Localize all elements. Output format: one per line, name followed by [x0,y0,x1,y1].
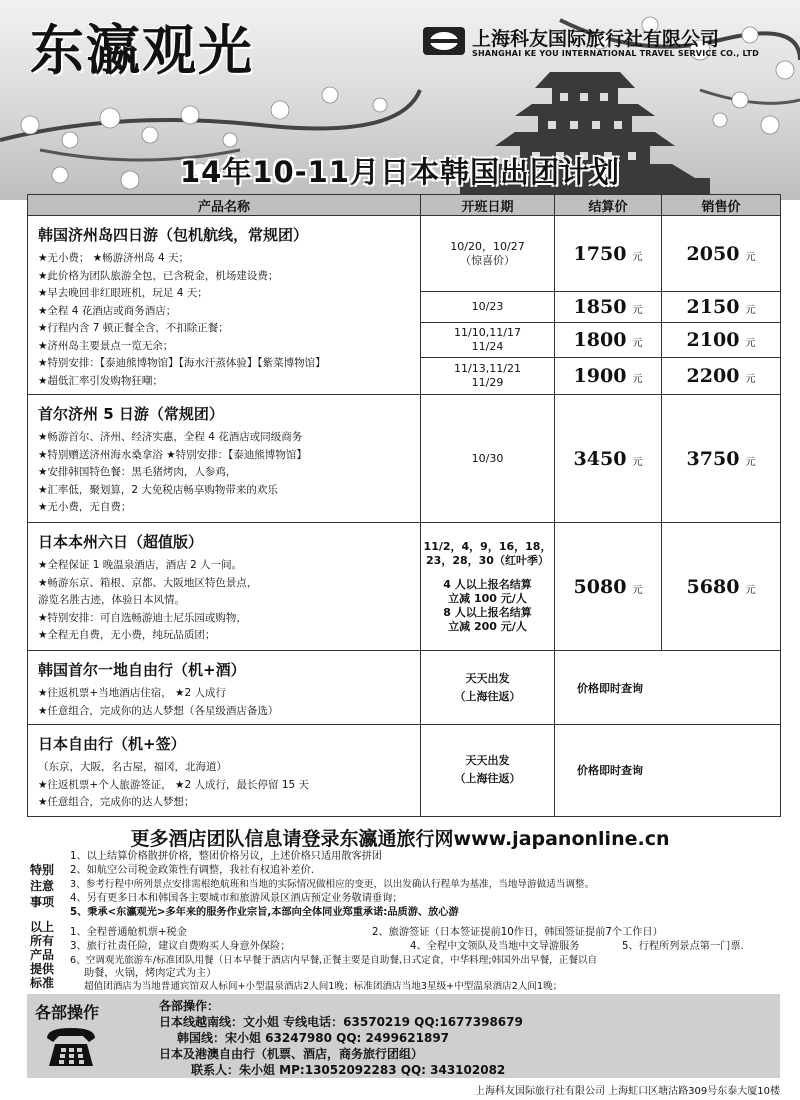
product-feature: ★无小费； ★畅游济州岛 4 天； [38,252,190,264]
table-row [28,523,781,651]
date-line: （上海往返） [454,772,521,786]
date-line: 11/29 [471,375,504,389]
price-unit: 元 [745,456,756,468]
table-row [28,651,781,725]
notes-section [30,848,790,990]
header-sale-price: 销售价 [662,195,781,216]
table-header-row [28,195,781,216]
sale-price: 2150 [686,296,740,319]
date-line: （惊喜价） [460,253,515,267]
brand-title: 东瀛观光 [30,19,254,82]
price-unit: 元 [632,251,643,263]
header-product: 产品名称 [28,195,421,216]
product-feature: ★无小费，无自费； [38,501,132,513]
settle-price: 5080 [573,575,627,598]
product-feature: ★往返机票+当地酒店住宿， ★2 人成行 [38,687,226,699]
discount-line: 4 人以上报名结算 [443,577,532,591]
header-settle-price: 结算价 [555,195,662,216]
date-cell [421,216,555,292]
price-unit: 元 [632,456,643,468]
product-feature: ★济州岛主要景点一览无余； [38,339,174,352]
product-feature: ★早去晚回非红眼班机，玩足 4 天； [38,287,208,299]
standard-item: 6、空调观光旅游车/标准团队用餐（日本早餐于酒店内早餐,正餐主要是自助餐,日式定食，中华料理;韩国外出早餐，正餐以自 [70,955,598,966]
product-feature: ★往返机票+个人旅游签证， ★2 人成行，最长停留 15 天 [38,778,310,791]
notes-label-line: 提供 [30,962,55,976]
telephone-icon [43,1024,99,1070]
standard-item: 4、全程中文领队及当地中文导游服务 [410,941,580,952]
note-item: 1、以上结算价格散拼价格，整团价格另议，上述价格只适用散客拼团 [70,851,383,862]
settle-price-cell [555,216,662,292]
note-item: 2、如航空公司税金政策性有调整，我社有权追补差价. [70,865,315,876]
date-line: 天天出发 [465,754,510,768]
table-row [28,216,781,292]
price-unit: 元 [745,251,756,263]
settle-price-cell [555,523,662,651]
sale-price-cell [662,292,781,323]
date-line: （上海往返） [454,689,521,703]
sale-price-cell [662,357,781,394]
standard-item: 5、行程所列景点第一门票. [622,941,744,952]
company-block [422,24,792,64]
notes-label-standard [30,920,54,990]
date-line [421,568,554,578]
product-feature: ★超低汇率引发购物狂嘲； [38,374,163,387]
product-title: 日本自由行（机+签） [38,735,186,753]
settle-price-cell [555,322,662,357]
price-unit: 元 [745,584,756,596]
price-query: 价格即时查询 [577,681,643,695]
discount-line: 立减 100 元/人 [448,591,527,605]
product-cell [28,523,421,651]
discount-line: 8 人以上报名结算 [443,605,532,619]
product-feature: ★特别安排：可自选畅游迪士尼乐园或购物， [38,611,247,624]
price-query: 价格即时查询 [577,764,643,778]
standard-item: 2、旅游签证（日本签证提前10作日，韩国签证提前7个工作日） [372,927,663,938]
notes-label-line: 所有 [30,934,55,948]
date-cell [421,322,555,357]
product-feature: ★畅游首尔、济州、经济实惠，全程 4 花酒店或同级商务 [38,431,303,443]
price-unit: 元 [745,373,756,385]
date-line: 11/13,11/21 [454,361,521,375]
standard-item: 助餐，火锅，烤肉定式为主） [84,968,217,979]
product-cell [28,651,421,725]
date-cell [421,357,555,394]
product-feature: ★任意组合，完成你的达人梦想； [38,796,195,808]
product-feature: ★全程保证 1 晚温泉酒店，酒店 2 人一间。 [38,559,243,571]
contact-line: 联系人：朱小姐 MP:13052092283 QQ: 343102082 [191,1063,506,1077]
sale-price: 5680 [686,575,740,598]
product-cell [28,216,421,395]
settle-price: 1800 [573,328,627,351]
notes-label-line: 产品 [30,948,55,962]
product-feature: ★此价格为团队旅游全包，已含税金，机场建设费； [38,269,279,282]
price-unit: 元 [632,373,643,385]
tour-plan-table [27,194,781,817]
note-item: 3、参考行程中所列景点安排需根绝航班和当地的实际情况做相应的变更，以出发确认行程单为基准，当地导游做适当调整。 [70,879,595,890]
sale-price-cell [662,322,781,357]
company-name-cn: 上海科友国际旅行社有限公司 [472,28,720,50]
company-logo-icon [422,26,466,56]
product-feature: ★汇率低，聚划算，2 大免税店畅享购物带来的欢乐 [38,483,278,496]
product-feature: ★畅游东京、箱根、京都、大阪地区特色景点， [38,576,258,589]
settle-price-cell [555,395,662,523]
date-cell [421,725,555,817]
price-query-cell [555,651,781,725]
sale-price: 2100 [686,328,740,351]
date-line: 11/10,11/17 [454,325,521,339]
price-unit: 元 [632,337,643,349]
settle-price: 3450 [573,447,627,470]
date-line: 23，28，30（红叶季） [426,553,549,567]
date-cell [421,292,555,323]
price-query-cell [555,725,781,817]
sale-price: 2050 [686,242,740,265]
sale-price: 2200 [686,364,740,387]
contact-title: 各部操作 [35,1003,100,1022]
date-line: 11/2，4，9，16，18， [423,539,552,553]
table-row [28,395,781,523]
sale-price-cell [662,395,781,523]
header-banner [0,0,800,200]
product-feature: 游览名胜古迹，体验日本风情。 [38,594,185,606]
settle-price: 1850 [573,296,627,319]
date-line: 11/24 [471,339,504,353]
product-feature: ★行程内含 7 顿正餐全含，不扣除正餐； [38,322,229,334]
standard-item: 3、旅行社责任险，建议自费购买人身意外保险； [70,941,291,952]
date-cell [421,651,555,725]
product-feature: ★任意组合，完成你的达人梦想（各星级酒店备选） [38,704,279,717]
date-cell [421,395,555,523]
product-title: 韩国济州岛四日游（包机航线，常规团） [38,226,309,244]
product-title: 韩国首尔一地自由行（机+酒） [38,661,246,679]
settle-price: 1750 [573,242,627,265]
settle-price: 1900 [573,364,627,387]
settle-price-cell [555,357,662,394]
note-item: 5、秉承<东瀛观光>多年来的服务作业宗旨,本部向全体同业郑重承诺:品质游、放心游 [70,907,459,918]
notes-label-special [30,862,54,910]
price-unit: 元 [745,337,756,349]
notes-label-line: 以上 [30,920,55,934]
product-feature: ★特别安排：【泰迪熊博物馆】【海水汗蒸体验】【紫菜博物馆】 [38,357,326,369]
product-feature: ★全程 4 花酒店或商务酒店； [38,304,177,317]
contact-panel [27,994,780,1078]
product-cell [28,395,421,523]
note-item: 4、另有更多日本和韩国各主要城市和旅游风景区酒店预定业务敬请垂询； [70,893,403,904]
page-subtitle: 14年10-11月日本韩国出团计划 [179,155,621,189]
price-unit: 元 [745,305,756,317]
sale-price-cell [662,523,781,651]
product-feature: ★全程无自费，无小费，纯玩品质团； [38,629,216,641]
footer-address: 上海科友国际旅行社有限公司 上海虹口区塘沽路309号东泰大厦10楼 [475,1086,780,1097]
price-unit: 元 [632,305,643,317]
date-line: 10/23 [471,300,504,314]
table-row [28,725,781,817]
discount-line: 立减 200 元/人 [448,619,527,633]
product-title: 首尔济州 5 日游（常规团） [38,405,224,423]
contact-line: 日本线越南线：文小姐 专线电话：63570219 QQ:1677398679 [159,1015,523,1029]
header-date: 开班日期 [421,195,555,216]
date-line: 10/30 [471,451,504,465]
sale-price-cell [662,216,781,292]
price-unit: 元 [632,584,643,596]
date-cell [421,523,555,651]
standard-item: 1、全程普通舱机票+税金 [70,927,187,938]
product-feature: （东京，大阪，名古屋，福冈，北海道） [38,761,227,773]
date-line: 10/20，10/27 [450,239,525,253]
product-cell [28,725,421,817]
product-feature: ★安排韩国特色餐：黑毛猪烤肉，人参鸡， [38,466,237,478]
notes-label-line: 特别 [30,863,55,877]
contact-line: 日本及港澳自由行（机票、酒店，商务旅行团组） [159,1047,424,1061]
standard-item: 超值团酒店为当地普通宾馆双人标间+小型温泉酒店2人间1晚；标准团酒店当地3星级+中型温泉酒店2人间1晚； [84,981,563,992]
website-banner: 更多酒店团队信息请登录东瀛通旅行网www.japanonline.cn [130,828,670,850]
product-feature: ★特别赠送济州海水桑拿浴 ★特别安排：【泰迪熊博物馆】 [38,448,307,461]
notes-label-line: 标准 [30,976,55,990]
date-line: 天天出发 [465,671,510,685]
contact-line: 各部操作： [159,999,220,1013]
notes-label-line: 注意 [30,879,55,893]
contact-line: 韩国线：宋小姐 63247980 QQ: 2499621897 [177,1031,450,1045]
company-name-en: SHANGHAI KE YOU INTERNATIONAL TRAVEL SERVICE CO., LTD [472,49,759,58]
notes-label-line: 事项 [30,895,55,909]
settle-price-cell [555,292,662,323]
sale-price: 3750 [686,447,740,470]
product-title: 日本本州六日（超值版） [38,533,204,551]
